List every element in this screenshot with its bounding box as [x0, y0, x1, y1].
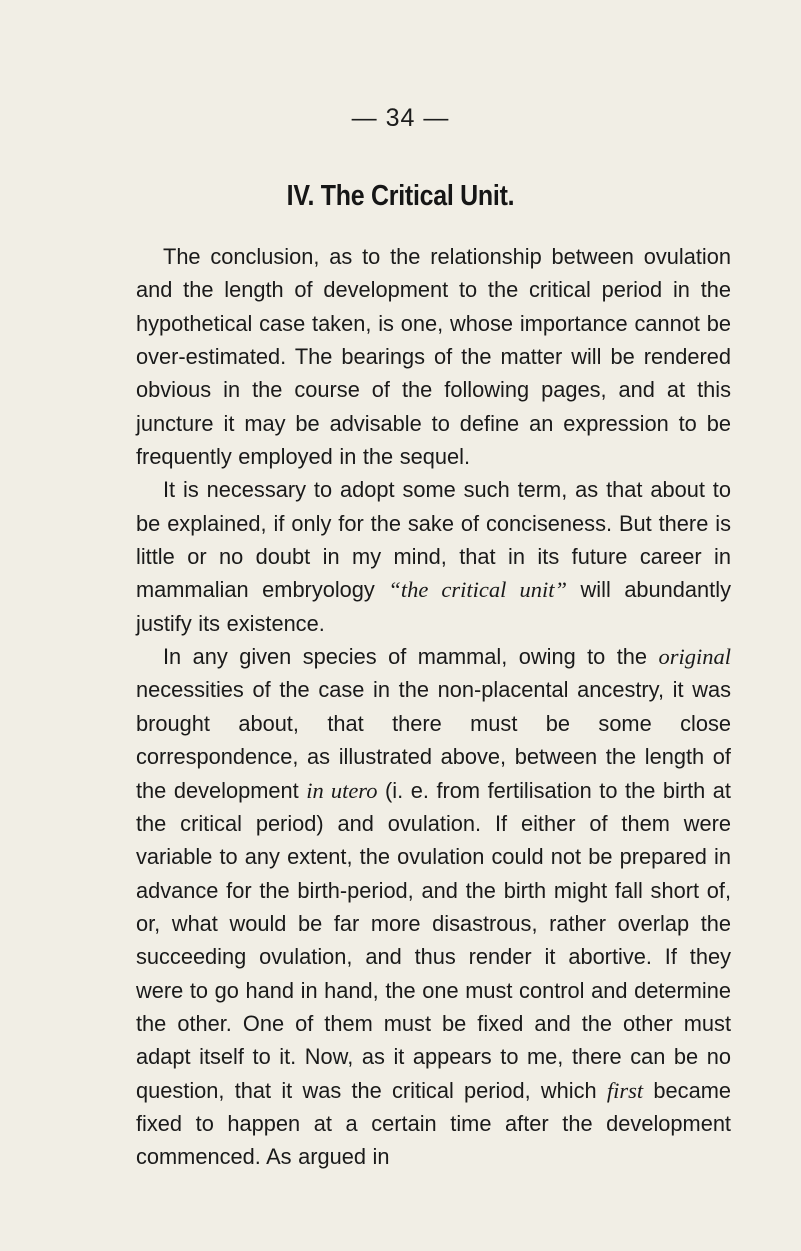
chapter-title: IV. The Critical Unit. — [286, 180, 515, 212]
original-emphasis: original — [658, 644, 731, 670]
paragraph-3 — [136, 640, 731, 1174]
paragraph-3-text-d: became fixed to happen at a certain time after the development commenced. As argued in — [136, 1077, 731, 1170]
first-emphasis: first — [606, 1077, 644, 1103]
paragraph-3-text-c: (i. e. from fertilisation to the birth at the critical period) and ovulation. If either of them were variable to any extent, the ovulation could not be prepared in advance for the birth-period, and the birth might fall short of, or, what would be far more disastrous, rather overlap the succeeding ovulation, and thus render it abortive. If they were to go hand in hand, the one must control and determine the other. One of them must be fixed and the other must adapt itself to it. Now, as it appears to me, there can be no question, that it was the critical period, which — [136, 777, 731, 1103]
paragraph-3-text-b: necessities of the case in the non-placental ancestry, it was brought about, that there must be some close correspondence, as illustrated above, between the length of the development — [136, 677, 731, 803]
in-utero-emphasis: in utero — [306, 777, 378, 803]
paragraph-2 — [136, 473, 731, 640]
paragraph-2-text-a: It is necessary to adopt some such term, as that about to be explained, if only for the sake of conciseness. But there is little or no doubt in my mind, that in its future career in mammalian embryology — [136, 477, 731, 603]
paragraph-2-text-b: will abundantly justify its existence. — [136, 577, 731, 636]
page-number: — 34 — — [351, 104, 450, 132]
body-text — [136, 240, 731, 1174]
critical-unit-term: “the critical unit” — [388, 577, 568, 603]
paragraph-3-text-a: In any given species of mammal, owing to the — [163, 644, 659, 670]
paragraph-1: The conclusion, as to the relationship between ovulation and the length of development to the critical period in the hypothetical case taken, is one, whose importance cannot be over-estimated. The bearings of the matter will be rendered obvious in the course of the following pages, and at this juncture it may be advisable to define an expression to be frequently employed in the sequel. — [136, 244, 731, 470]
